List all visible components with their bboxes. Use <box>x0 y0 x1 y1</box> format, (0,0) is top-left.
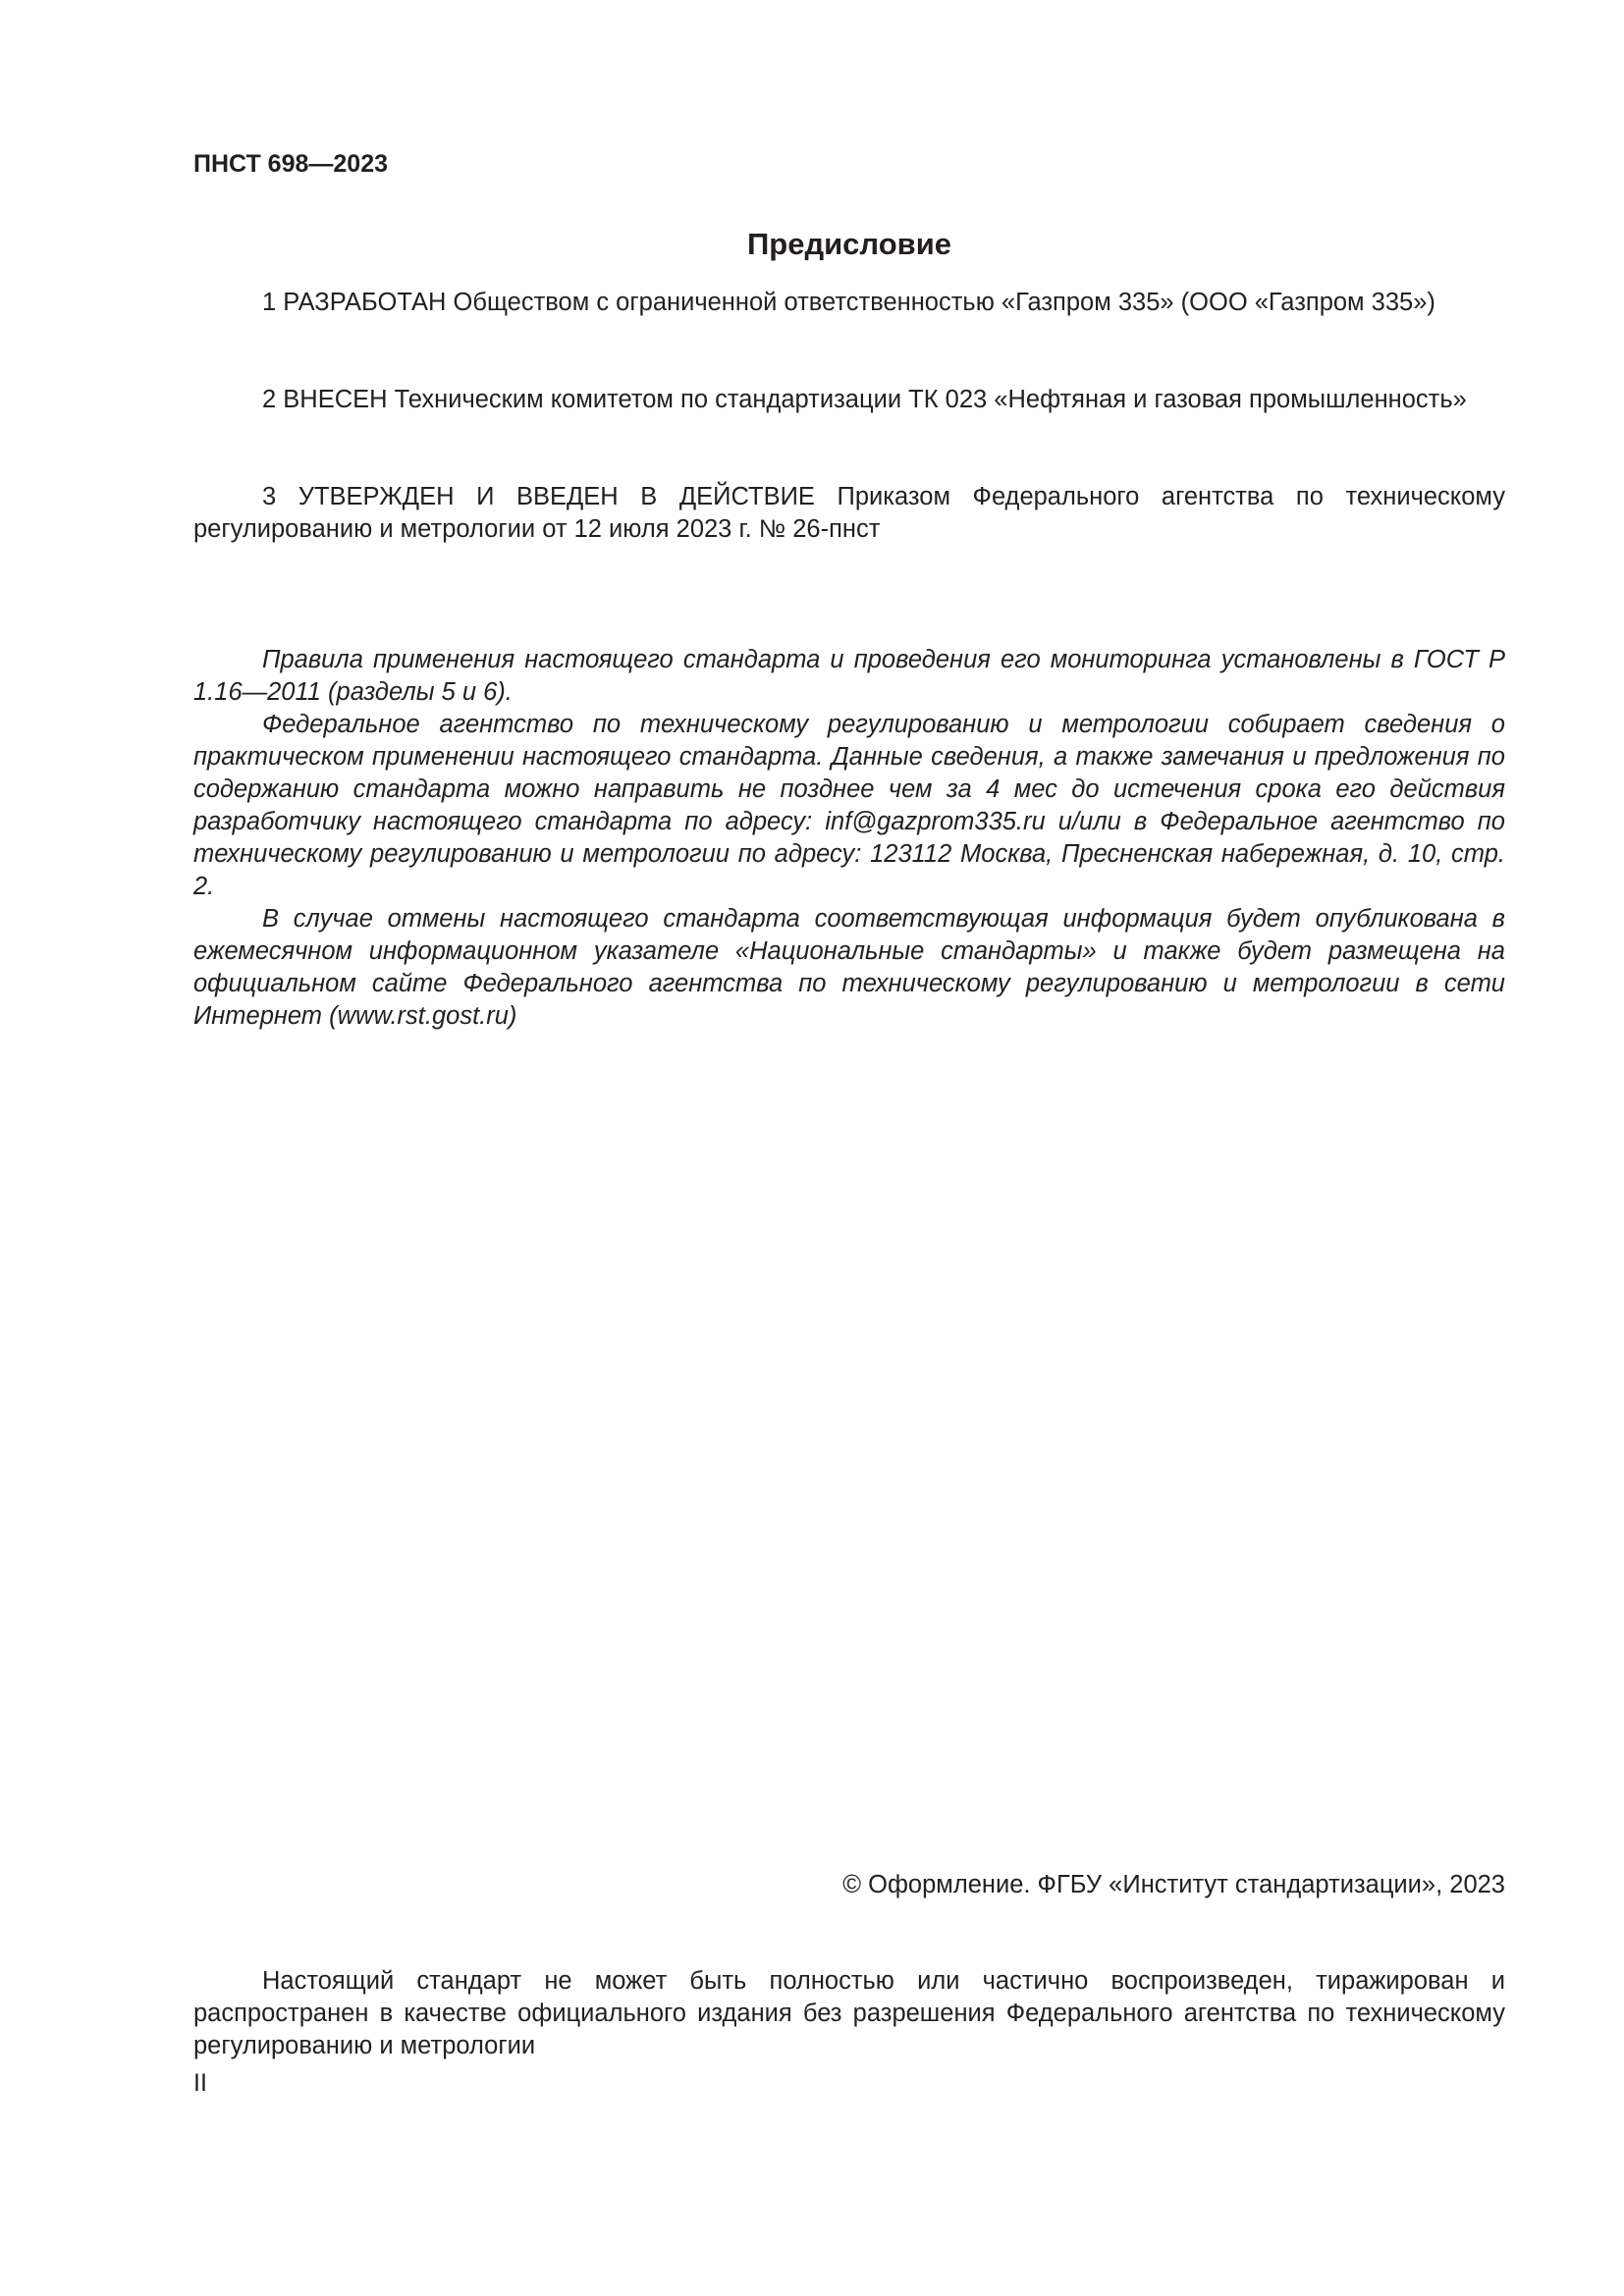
foreword-item-text: 1 РАЗРАБОТАН Обществом с ограниченной ответственностью «Газпром 335» (ООО «Газпром 335») <box>262 289 1435 316</box>
foreword-item-developed <box>193 287 1505 319</box>
notice-paragraph: Федеральное агентство по техническому регулированию и метрологии собирает сведения о практическом применении настоящего стандарта. Данные сведения, а также замечания и предложения по содержанию стандарта можно направить не позднее чем за 4 мес до истечения срока его действия разработчику настоящего стандарта по адресу: inf@gazprom335.ru и/или в Федеральное агентство по техническому регулированию и метрологии по адресу: 123112 Москва, Пресненская набережная, д. 10, стр. 2. <box>193 711 1505 900</box>
application-notice <box>193 644 1505 1033</box>
notice-paragraph: В случае отмены настоящего стандарта соответствующая информация будет опубликована в ежемесячном информационном указателе «Национальные стандарты» и также будет размещена на официальном сайте Федерального агентства по техническому регулированию и метрологии в сети Интернет (www.rst.gost.ru) <box>193 905 1505 1030</box>
document-code: ПНСТ 698—2023 <box>193 150 388 178</box>
copyright-line: © Оформление. ФГБУ «Институт стандартизации», 2023 <box>842 1871 1505 1898</box>
page-number: II <box>193 2069 207 2097</box>
foreword-item-approved <box>193 481 1505 546</box>
reprint-notice-text: Настоящий стандарт не может быть полностью или частично воспроизведен, тиражирован и распространен в качестве официального издания без разрешения Федерального агентства по техническому регулированию и метрологии <box>193 1967 1505 2059</box>
notice-paragraph: Правила применения настоящего стандарта и проведения его мониторинга установлены в ГОСТ Р 1.16—2011 (разделы 5 и 6). <box>193 646 1505 706</box>
foreword-item-text: 2 ВНЕСЕН Техническим комитетом по стандартизации ТК 023 «Нефтяная и газовая промышленность» <box>262 386 1467 413</box>
reprint-notice <box>193 1965 1505 2062</box>
foreword-title: Предисловие <box>746 227 951 261</box>
foreword-item-text: 3 УТВЕРЖДЕН И ВВЕДЕН В ДЕЙСТВИЕ Приказом Федерального агентства по техническому регулированию и метрологии от 12 июля 2023 г. № 26-пнст <box>193 483 1505 543</box>
foreword-item-introduced <box>193 384 1505 416</box>
